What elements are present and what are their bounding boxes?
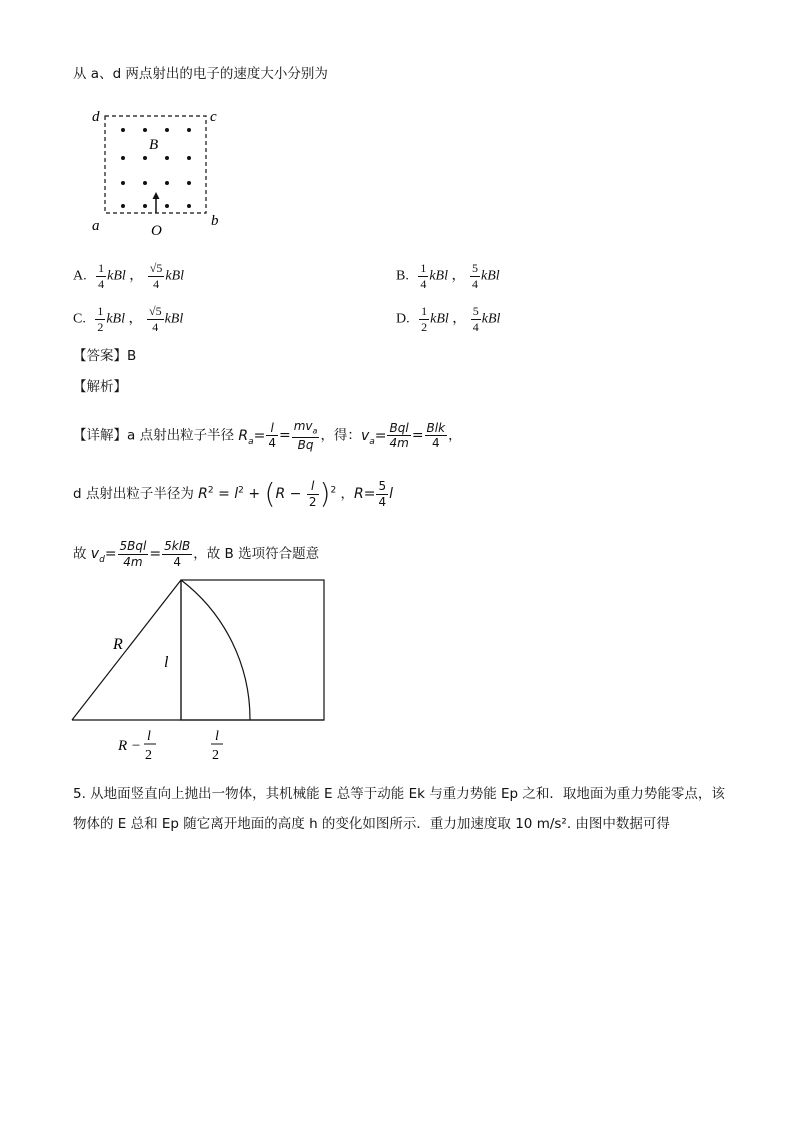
geometry-figure [60, 572, 340, 772]
corner-label-a: a [92, 218, 100, 234]
option-c[interactable]: C. $\frac{1}{2}$ kBl ， $\frac{√5}{4}$ kBl [73, 304, 184, 334]
option-b[interactable]: B. $\frac{1}{4}$ kBl ， $\frac{5}{4}$ kBl [396, 261, 500, 291]
option-d[interactable]: D. $\frac{1}{2}$ kBl ， $\frac{5}{4}$ kBl [396, 304, 501, 334]
corner-label-c: c [210, 109, 217, 125]
analysis-label: 【解析】 [73, 379, 127, 395]
field-region [181, 580, 324, 720]
label-l: l [164, 654, 169, 671]
corner-label-b: b [211, 213, 219, 229]
radius-line [72, 580, 181, 720]
arrow-head-icon [153, 192, 160, 199]
detail-line-1: 【详解】a 点射出粒子半径 $R_a=$ $\frac{l}{4}$ = $\frac{mv_a}{Bq}$ ，得：$v_a=$ $\frac{\text{Bql}}{4m}$ = $\frac{\text{Blk}}{4}$ ， [73, 419, 462, 452]
detail-line-3: 故 $v_d=$ $\frac{\text{5Bql}}{4m}$ = $\frac{\text{5klB}}{4}$ ，故 B 选项符合题意 [73, 539, 320, 569]
option-a[interactable]: A. $\frac{1}{4}$ kBl ， $\frac{√5}{4}$ kBl [73, 261, 185, 291]
frac-den-right: 2 [212, 748, 219, 763]
q5-line-2: 物体的 E 总和 Ep 随它离开地面的高度 h 的变化如图所示．重力加速度取 10 m/s². 由图中数据可得 [73, 816, 670, 832]
detail-line-2: d 点射出粒子半径为 $R^2 = l^2 + (R$ − $\frac{l}{2}$ )$^2$ ，R= $\frac{5}{4}$ l [73, 477, 393, 511]
detail-label: 【详解】 [73, 427, 127, 444]
corner-label-d: d [92, 109, 100, 125]
trajectory-arc [181, 580, 250, 720]
answer-value: B [127, 348, 137, 364]
point-label-o: O [151, 223, 162, 239]
frac-num-left: l [147, 729, 151, 744]
label-r-minus: R − [118, 738, 142, 754]
field-label-b: B [149, 137, 159, 153]
question-stem: 从 a、d 两点射出的电子的速度大小分别为 [73, 66, 328, 82]
answer-line [73, 350, 136, 364]
frac-den-left: 2 [145, 748, 152, 763]
answer-label: 【答案】 [73, 348, 127, 364]
q5-line-1: 5. 从地面竖直向上抛出一物体，其机械能 E 总等于动能 Ek 与重力势能 Ep 之和．取地面为重力势能零点，该 [73, 786, 725, 802]
label-r: R [113, 636, 123, 653]
frac-num-right: l [215, 729, 219, 744]
field-figure [88, 104, 228, 244]
